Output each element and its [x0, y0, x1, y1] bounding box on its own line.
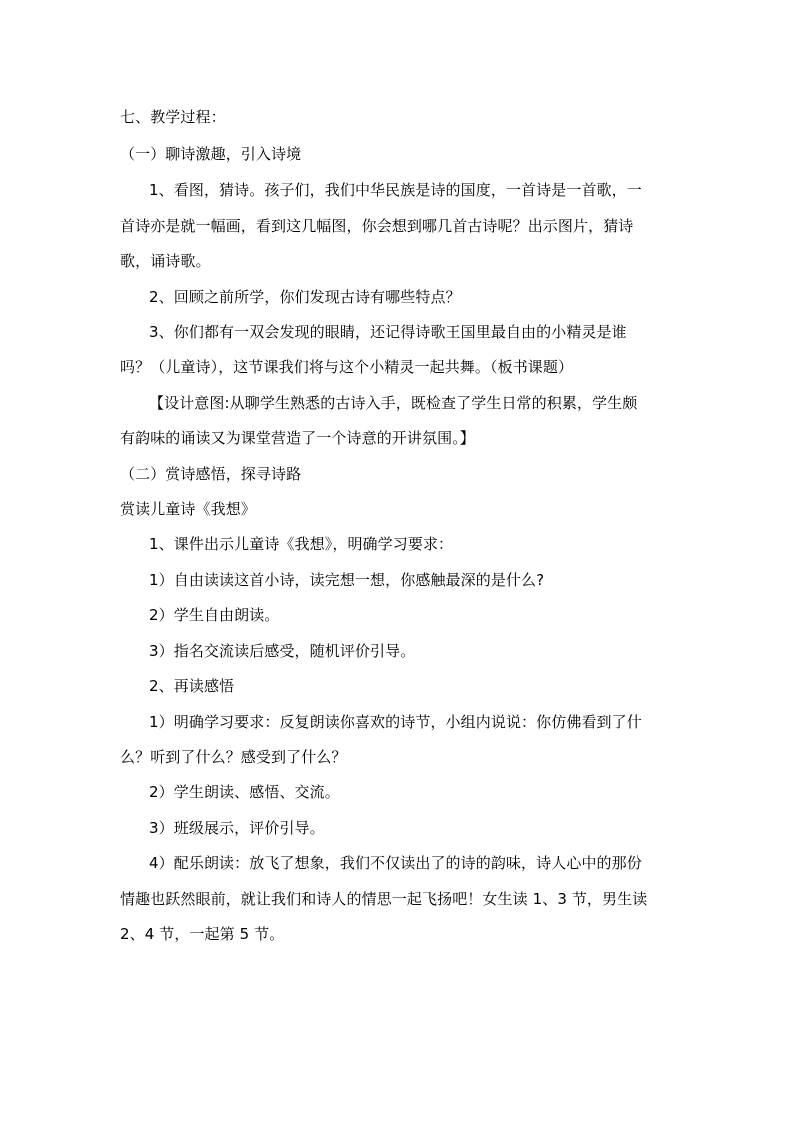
paragraph-line: 吗？（儿童诗），这节课我们将与这个小精灵一起共舞。（板书课题）	[120, 358, 574, 376]
paragraph-line: 1、看图，猜诗。孩子们，我们中华民族是诗的国度，一首诗是一首歌，一	[149, 181, 642, 199]
paragraph-line: 3、你们都有一双会发现的眼睛，还记得诗歌王国里最自由的小精灵是谁	[149, 323, 627, 341]
design-note-text: 【设计意图:从聊学生熟悉的古诗入手，既检查了学生日常的积累，学生颇	[149, 394, 638, 412]
paragraph-line: 首诗亦是就一幅画，看到这几幅图，你会想到哪几首古诗呢？出示图片，猜诗	[120, 217, 634, 235]
paragraph-line: 2、回顾之前所学，你们发现古诗有哪些特点？	[149, 288, 461, 306]
paragraph-line: 么？听到了什么？感受到了什么？	[120, 748, 347, 766]
design-note-line: 有韵味的诵读又为课堂营造了一个诗意的开讲氛围。】	[120, 429, 475, 447]
section-heading-one: （一）聊诗激趣，引入诗境	[120, 145, 302, 163]
list-item: 3）班级展示，评价引导。	[149, 819, 325, 837]
subsection-title: 赏读儿童诗《我想》	[120, 500, 256, 518]
design-note-line	[149, 389, 709, 417]
paragraph-line: 4）配乐朗读：放飞了想象，我们不仅读出了的诗的韵味，诗人心中的那份	[149, 854, 642, 872]
paragraph-line: 2、4 节，一起第 5 节。	[120, 925, 285, 943]
paragraph-line: 情趣也跃然眼前，就让我们和诗人的情思一起飞扬吧！女生读 1、3 节，男生读	[120, 890, 648, 908]
list-item: 2）学生朗读、感悟、交流。	[149, 783, 340, 801]
heading-teaching-process: 七、教学过程：	[120, 108, 226, 126]
section-heading-two: （二）赏诗感悟，探寻诗路	[120, 465, 302, 483]
list-item: 2）学生自由朗读。	[149, 606, 280, 624]
paragraph-line: 1）明确学习要求：反复朗读你喜欢的诗节，小组内说说：你仿佛看到了什	[149, 713, 642, 731]
list-item: 3）指名交流读后感受，随机评价引导。	[149, 642, 416, 660]
list-item: 2、再读感悟	[149, 677, 235, 695]
paragraph-line: 歌，诵诗歌。	[120, 252, 211, 270]
list-item: 1）自由读读这首小诗，读完想一想，你感触最深的是什么?	[149, 571, 545, 589]
list-item: 1、课件出示儿童诗《我想》，明确学习要求：	[149, 535, 454, 553]
